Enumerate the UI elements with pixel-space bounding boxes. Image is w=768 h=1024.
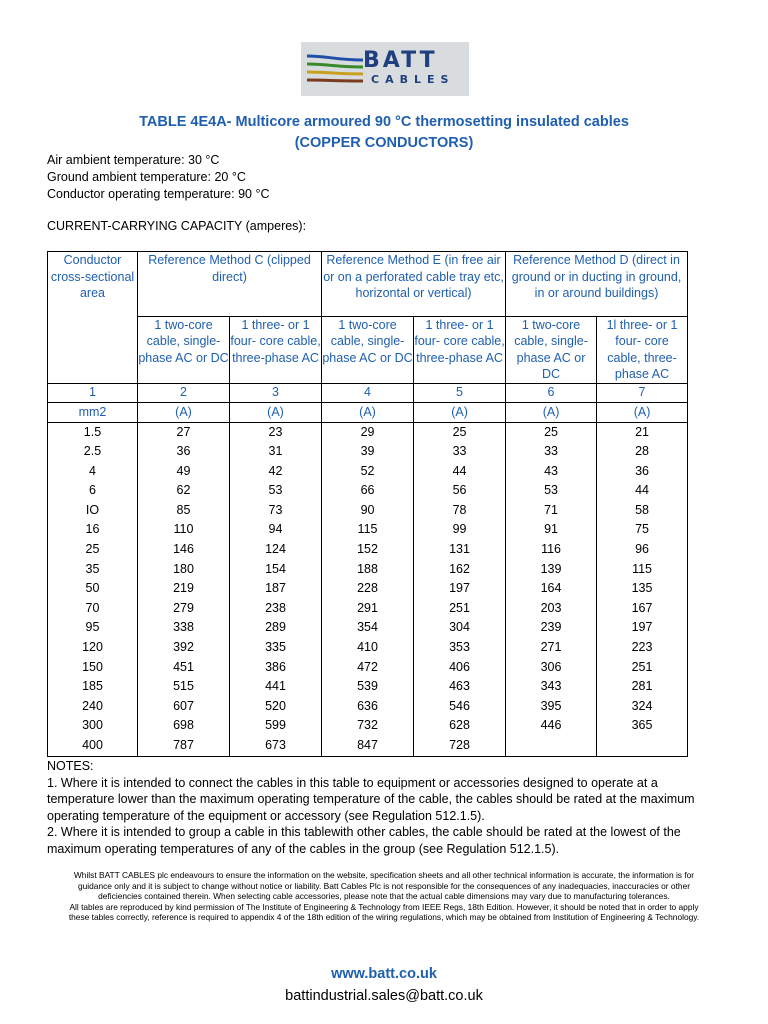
table-cell: 124 <box>230 540 322 560</box>
table-cell: 94 <box>230 520 322 540</box>
table-cell: 847 <box>322 736 414 756</box>
table-cell: 291 <box>322 599 414 619</box>
table-cell: 223 <box>597 638 688 658</box>
table-cell: 335 <box>230 638 322 658</box>
table-cell: 343 <box>506 677 597 697</box>
logo-subtext: CABLES <box>371 73 455 86</box>
table-cell: 25 <box>414 422 506 442</box>
method-c-header: Reference Method C (clipped direct) <box>138 252 322 317</box>
table-row <box>48 736 688 756</box>
table-cell: 628 <box>414 716 506 736</box>
table-cell: 300 <box>48 716 138 736</box>
table-cell: 698 <box>138 716 230 736</box>
table-row <box>48 618 688 638</box>
notes-heading: NOTES: <box>47 759 94 773</box>
table-cell: 365 <box>597 716 688 736</box>
table-cell: 44 <box>414 462 506 482</box>
table-cell: 353 <box>414 638 506 658</box>
table-cell: 78 <box>414 501 506 521</box>
table-cell: 167 <box>597 599 688 619</box>
table-cell: 62 <box>138 481 230 501</box>
table-row <box>48 579 688 599</box>
table-cell: 673 <box>230 736 322 756</box>
table-cell: 131 <box>414 540 506 560</box>
table-cell: 50 <box>48 579 138 599</box>
page-title: TABLE 4E4A- Multicore armoured 90 °C thermosetting insulated cables <box>139 114 629 130</box>
table-row <box>48 501 688 521</box>
table-cell: 27 <box>138 422 230 442</box>
unit-label: (A) <box>230 402 322 422</box>
table-cell: 70 <box>48 599 138 619</box>
table-cell: 21 <box>597 422 688 442</box>
table-cell: 73 <box>230 501 322 521</box>
column-number: 1 <box>48 383 138 402</box>
table-cell: 197 <box>414 579 506 599</box>
table-cell: 56 <box>414 481 506 501</box>
table-cell: 787 <box>138 736 230 756</box>
unit-label: (A) <box>414 402 506 422</box>
table-cell: 636 <box>322 697 414 717</box>
table-cell: 406 <box>414 658 506 678</box>
table-cell: 338 <box>138 618 230 638</box>
table-cell: 271 <box>506 638 597 658</box>
table-cell: 43 <box>506 462 597 482</box>
table-cell: 238 <box>230 599 322 619</box>
table-cell: 49 <box>138 462 230 482</box>
table-cell: 115 <box>322 520 414 540</box>
disclaimer-paragraph-1: Whilst BATT CABLES plc endeavours to ensure the information on the website, specification sheets and all other technical information is accurate, the information is for guidance only and it is subject to change without notice or liability. Batt Cables Plc is not responsible for the consequences of any inadequacies, inaccuracies or other deficiencies contained therein. When selecting cable accessories, please note that the actual cable dimensions may vary due to manufacturing tolerances. <box>73 870 695 902</box>
table-row <box>48 658 688 678</box>
table-cell: 36 <box>138 442 230 462</box>
table-cell: 732 <box>322 716 414 736</box>
table-cell: 90 <box>322 501 414 521</box>
table-row <box>48 481 688 501</box>
table-cell: 410 <box>322 638 414 658</box>
table-cell: 164 <box>506 579 597 599</box>
column-number: 2 <box>138 383 230 402</box>
table-cell: 281 <box>597 677 688 697</box>
table-cell: 71 <box>506 501 597 521</box>
table-row <box>48 716 688 736</box>
column-number: 7 <box>597 383 688 402</box>
capacity-heading: CURRENT-CARRYING CAPACITY (amperes): <box>47 219 307 233</box>
table-cell: 99 <box>414 520 506 540</box>
table-cell: 219 <box>138 579 230 599</box>
table-cell: 33 <box>414 442 506 462</box>
table-row <box>48 697 688 717</box>
table-row <box>48 560 688 580</box>
table-cell: 116 <box>506 540 597 560</box>
website-link[interactable]: www.batt.co.uk <box>331 966 437 982</box>
table-cell: 392 <box>138 638 230 658</box>
table-row <box>48 540 688 560</box>
table-cell: 162 <box>414 560 506 580</box>
unit-label: (A) <box>597 402 688 422</box>
page-subtitle: (COPPER CONDUCTORS) <box>294 135 474 151</box>
table-cell: 152 <box>322 540 414 560</box>
table-cell: 306 <box>506 658 597 678</box>
table-row <box>48 422 688 442</box>
table-cell: 239 <box>506 618 597 638</box>
table-cell: 53 <box>506 481 597 501</box>
table-cell: 197 <box>597 618 688 638</box>
table-cell: 96 <box>597 540 688 560</box>
batt-cables-logo <box>301 42 469 96</box>
table-cell: 16 <box>48 520 138 540</box>
column-number: 6 <box>506 383 597 402</box>
table-cell: IO <box>48 501 138 521</box>
table-cell: 42 <box>230 462 322 482</box>
air-temperature: Air ambient temperature: 30 °C <box>47 153 220 167</box>
sub-header: 1 two-core cable, single-phase AC or DC <box>138 316 230 383</box>
table-cell: 599 <box>230 716 322 736</box>
table-cell: 386 <box>230 658 322 678</box>
unit-label: (A) <box>322 402 414 422</box>
table-cell: 25 <box>48 540 138 560</box>
table-cell: 188 <box>322 560 414 580</box>
table-cell: 36 <box>597 462 688 482</box>
table-cell: 4 <box>48 462 138 482</box>
table-row <box>48 520 688 540</box>
table-cell: 85 <box>138 501 230 521</box>
table-cell: 607 <box>138 697 230 717</box>
table-cell: 279 <box>138 599 230 619</box>
table-cell: 53 <box>230 481 322 501</box>
table-cell: 150 <box>48 658 138 678</box>
table-cell: 251 <box>414 599 506 619</box>
notes <box>47 758 727 857</box>
table-cell: 228 <box>322 579 414 599</box>
unit-label: (A) <box>138 402 230 422</box>
table-cell: 395 <box>506 697 597 717</box>
disclaimer-paragraph-2: All tables are reproduced by kind permission of The Institute of Engineering & Technology from IEEE Regs, 18th Edition. However, it should be noted that in order to apply these tables correctly, reference is required to appendix 4 of the 18th edition of the wiring regulations, which may be obtained from Institution of Engineering & Technology. <box>68 901 700 923</box>
table-cell: 539 <box>322 677 414 697</box>
note-2: 2. Where it is intended to group a cable in this tablewith other cables, the cable should be rated at the lowest of the maximum operating temperatures of any of the cables in the group (see Regulation 512.1.5). <box>47 825 681 856</box>
sub-header: 1l three- or 1 four- core cable, three-phase AC <box>597 316 688 383</box>
table-cell: 23 <box>230 422 322 442</box>
table-cell: 31 <box>230 442 322 462</box>
table-cell: 187 <box>230 579 322 599</box>
table-cell: 33 <box>506 442 597 462</box>
table-row <box>48 462 688 482</box>
table-cell: 75 <box>597 520 688 540</box>
table-cell: 520 <box>230 697 322 717</box>
table-cell: 251 <box>597 658 688 678</box>
note-1: 1. Where it is intended to connect the cables in this table to equipment or accessories designed to operate at a temperature lower than the maximum operating temperature of the cable, the cables should be rated at the maximum operating temperature of the equipment or accessory (see Regulation 512.1.5). <box>47 775 695 823</box>
conductor-area-header: Conductor cross-sectional area <box>48 252 138 317</box>
cable-wires-icon <box>307 50 365 90</box>
table-cell: 29 <box>322 422 414 442</box>
table-cell: 1.5 <box>48 422 138 442</box>
table-row <box>48 442 688 462</box>
disclaimer <box>60 870 708 923</box>
table-cell: 304 <box>414 618 506 638</box>
table-cell: 240 <box>48 697 138 717</box>
table-cell: 115 <box>597 560 688 580</box>
current-capacity-table <box>47 251 688 757</box>
table-cell: 154 <box>230 560 322 580</box>
sub-header: 1 three- or 1 four- core cable, three-phase AC <box>230 316 322 383</box>
column-number: 5 <box>414 383 506 402</box>
table-row <box>48 677 688 697</box>
logo-text: BATT <box>363 48 438 73</box>
table-cell: 289 <box>230 618 322 638</box>
table-cell: 95 <box>48 618 138 638</box>
table-cell: 446 <box>506 716 597 736</box>
table-cell: 146 <box>138 540 230 560</box>
email-link[interactable]: battindustrial.sales@batt.co.uk <box>285 988 483 1004</box>
table-cell: 58 <box>597 501 688 521</box>
table-cell: 728 <box>414 736 506 756</box>
table-cell: 203 <box>506 599 597 619</box>
sub-header: 1 two-core cable, single-phase AC or DC <box>506 316 597 383</box>
table-cell: 66 <box>322 481 414 501</box>
column-number: 3 <box>230 383 322 402</box>
table-cell: 6 <box>48 481 138 501</box>
table-cell: 324 <box>597 697 688 717</box>
table-cell: 139 <box>506 560 597 580</box>
table-cell: 135 <box>597 579 688 599</box>
sub-header: 1 two-core cable, single-phase AC or DC <box>322 316 414 383</box>
unit-label: mm2 <box>48 402 138 422</box>
table-cell: 546 <box>414 697 506 717</box>
table-row <box>48 599 688 619</box>
table-cell: 110 <box>138 520 230 540</box>
table-cell: 52 <box>322 462 414 482</box>
table-row <box>48 638 688 658</box>
table-cell: 28 <box>597 442 688 462</box>
table-body <box>48 422 688 756</box>
table-cell: 472 <box>322 658 414 678</box>
table-cell: 463 <box>414 677 506 697</box>
table-cell <box>597 736 688 756</box>
table-cell: 44 <box>597 481 688 501</box>
column-number: 4 <box>322 383 414 402</box>
table-cell: 39 <box>322 442 414 462</box>
table-cell: 451 <box>138 658 230 678</box>
ground-temperature: Ground ambient temperature: 20 °C <box>47 170 246 184</box>
table-cell: 35 <box>48 560 138 580</box>
sub-header: 1 three- or 1 four- core cable, three-phase AC <box>414 316 506 383</box>
conductor-temperature: Conductor operating temperature: 90 °C <box>47 187 270 201</box>
table-cell: 25 <box>506 422 597 442</box>
table-cell: 441 <box>230 677 322 697</box>
table-cell: 354 <box>322 618 414 638</box>
table-cell <box>506 736 597 756</box>
table-cell: 400 <box>48 736 138 756</box>
method-d-header: Reference Method D (direct in ground or in ducting in ground, in or around buildings) <box>506 252 688 317</box>
table-cell: 180 <box>138 560 230 580</box>
unit-label: (A) <box>506 402 597 422</box>
table-cell: 120 <box>48 638 138 658</box>
table-cell: 185 <box>48 677 138 697</box>
header-spacer <box>48 316 138 383</box>
method-e-header: Reference Method E (in free air or on a perforated cable tray etc, horizontal or vertical) <box>322 252 506 317</box>
table-cell: 515 <box>138 677 230 697</box>
table-cell: 2.5 <box>48 442 138 462</box>
table-cell: 91 <box>506 520 597 540</box>
